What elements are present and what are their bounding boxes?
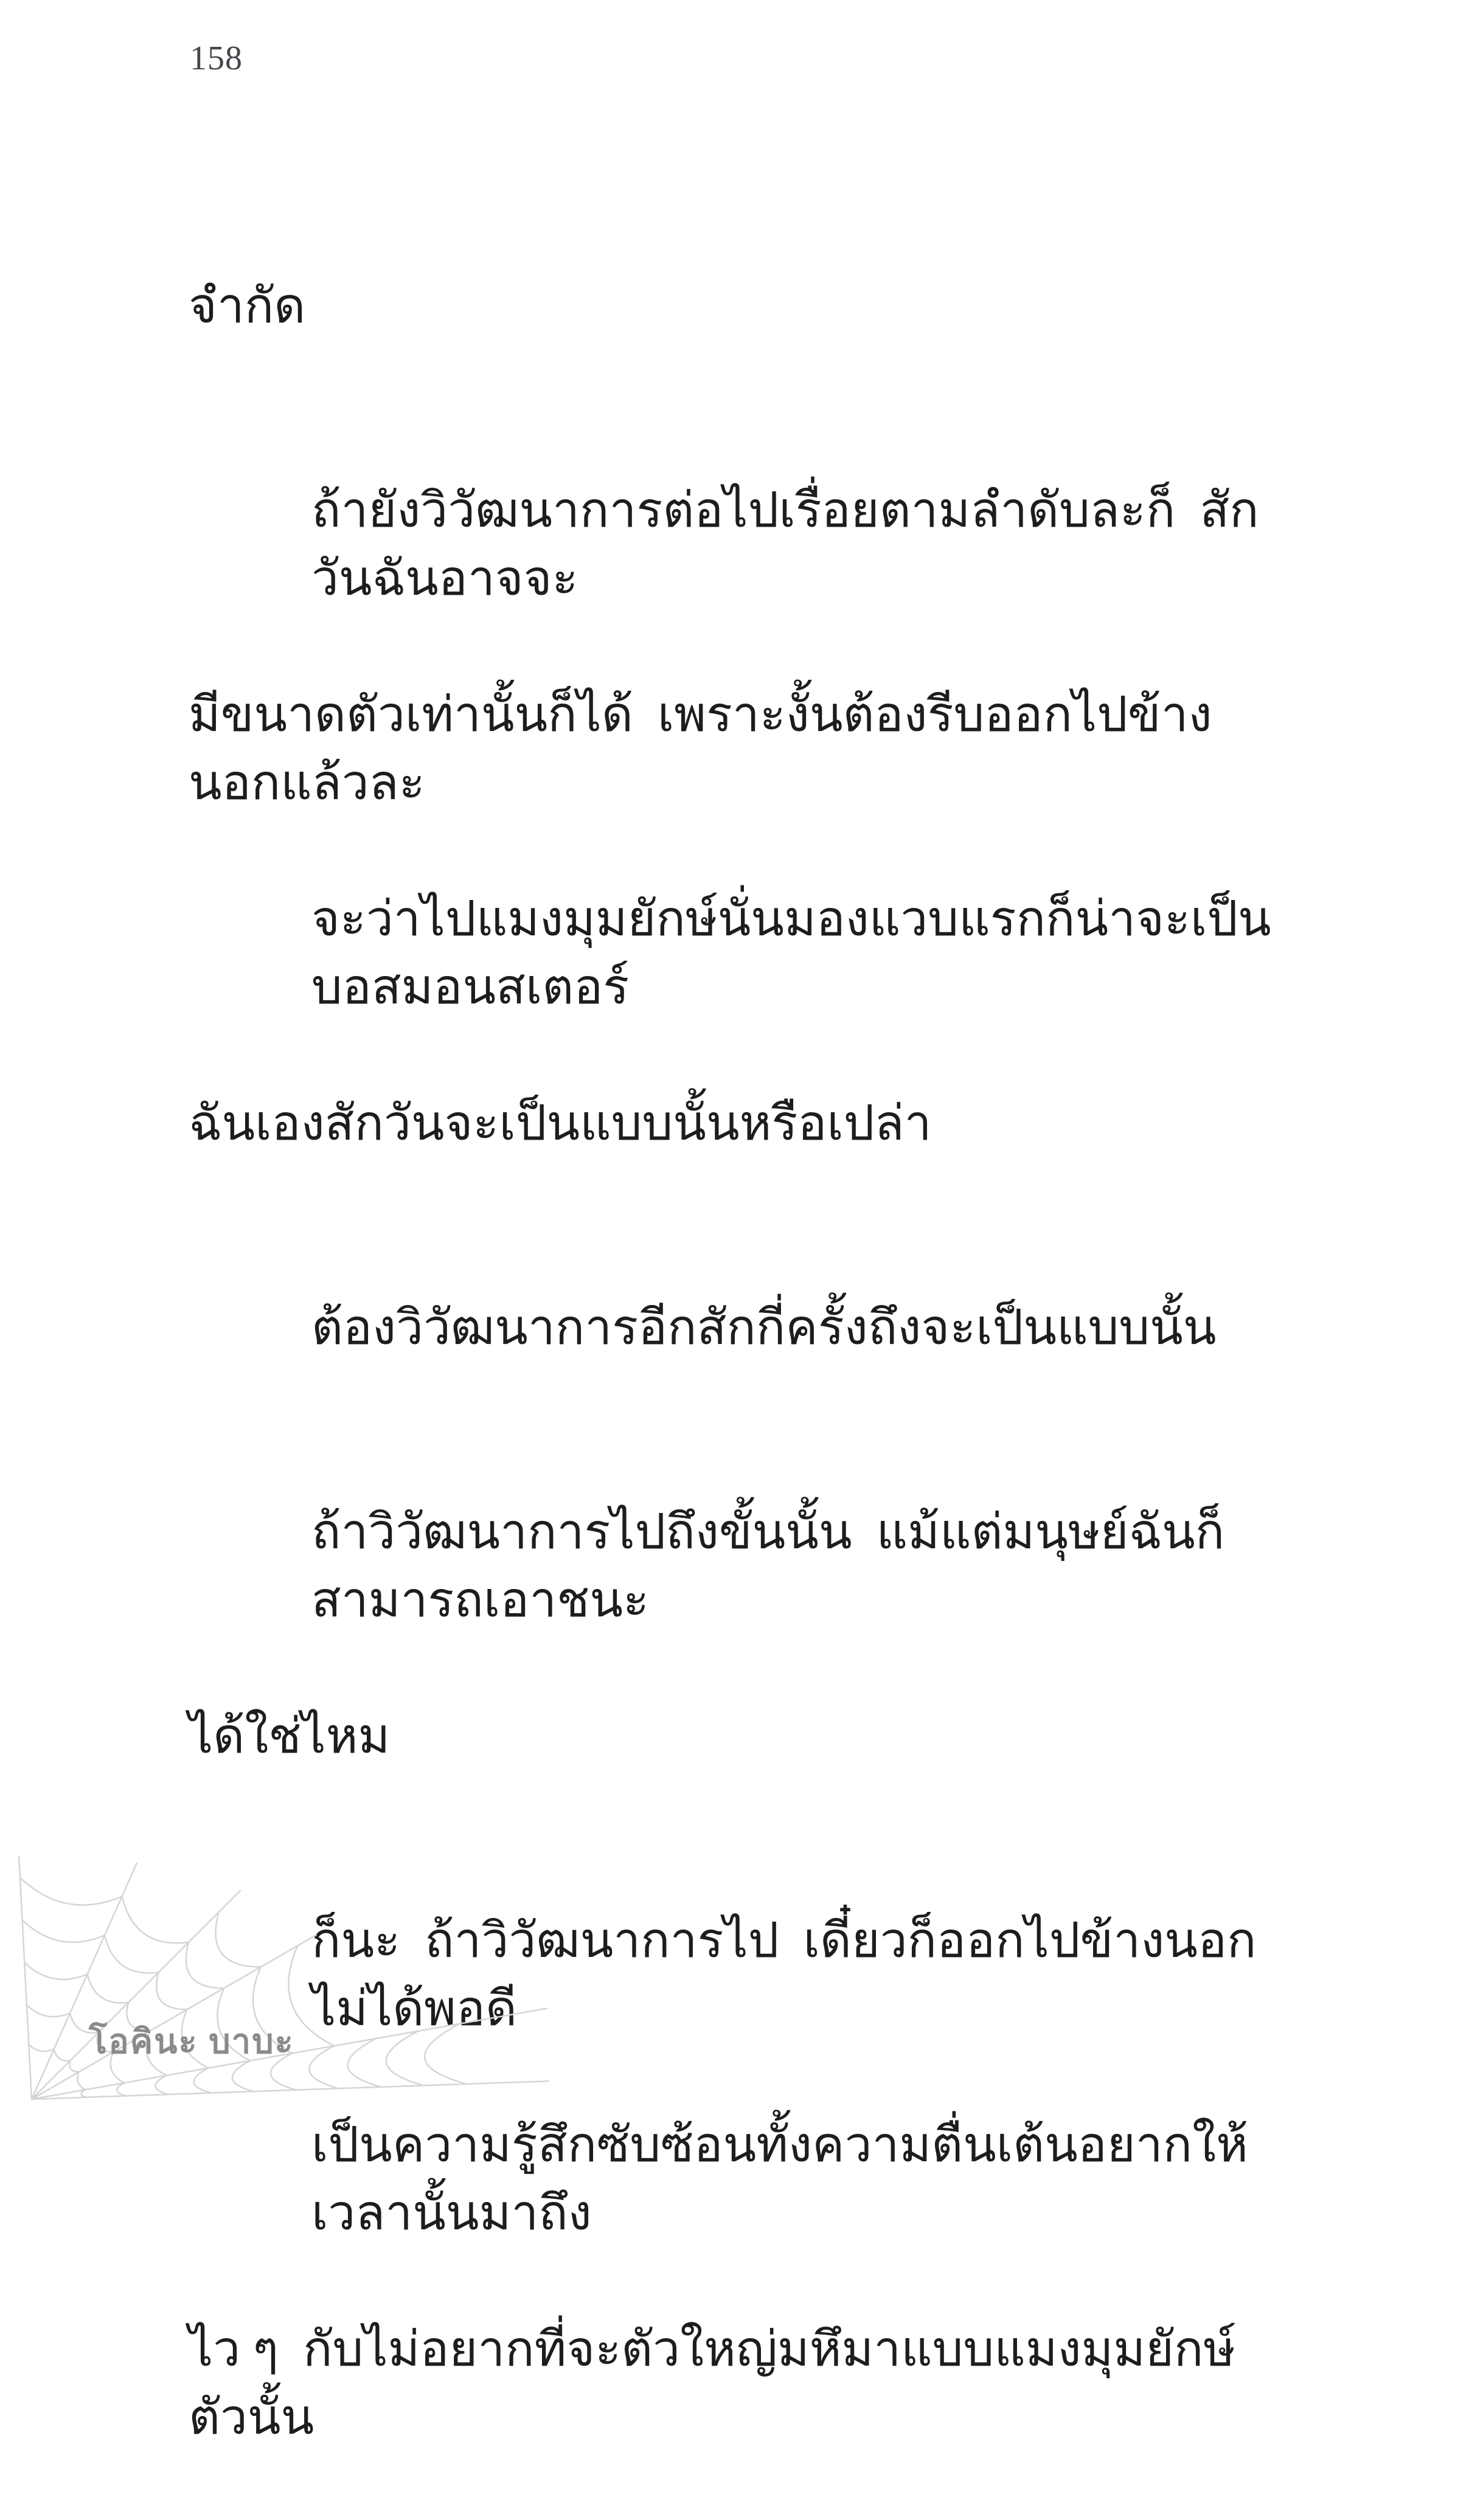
text-line: ได้ใช่ไหม [189, 1710, 391, 1764]
text-line: ไว ๆ กับไม่อยากที่จะตัวใหญ่มหึมาแบบแมงมุมยักษ์ตัวนั้น [189, 2323, 1236, 2445]
text-line: ต้องวิวัฒนาการอีกสักกี่ครั้งถึงจะเป็นแบบนั้น [311, 1301, 1217, 1355]
text-line: ถ้ายังวิวัฒนาการต่อไปเรื่อยตามลำดับละก็ สักวันฉันอาจจะ [311, 484, 1259, 606]
body-text [189, 136, 1283, 2520]
text-line: มีขนาดตัวเท่านั้นก็ได้ เพราะงั้นต้องรีบออกไปข้างนอกแล้วละ [189, 688, 1212, 810]
text-line: ฉันเองสักวันจะเป็นแบบนั้นหรือเปล่า [189, 1097, 932, 1151]
text-line: ถ้าวิวัฒนาการไปถึงขั้นนั้น แม้แต่มนุษย์ฉันก็สามารถเอาชนะ [311, 1506, 1225, 1627]
text-line: จำกัด [189, 280, 306, 333]
text-line: ก็นะ ถ้าวิวัฒนาการไป เดี๋ยวก็ออกไปข้างนอกไม่ได้พอดี [311, 1914, 1257, 2036]
page-number: 158 [190, 40, 243, 77]
author-name: โอคินะ บาบะ [89, 2022, 294, 2060]
text-line: เป็นความรู้สึกซับซ้อนทั้งความตื่นเต้นอยากให้เวลานั้นมาถึง [311, 2119, 1248, 2240]
text-line: จะว่าไปแมงมุมยักษ์นั่นมองแวบแรกก็น่าจะเป็นบอสมอนสเตอร์ [311, 893, 1271, 1014]
